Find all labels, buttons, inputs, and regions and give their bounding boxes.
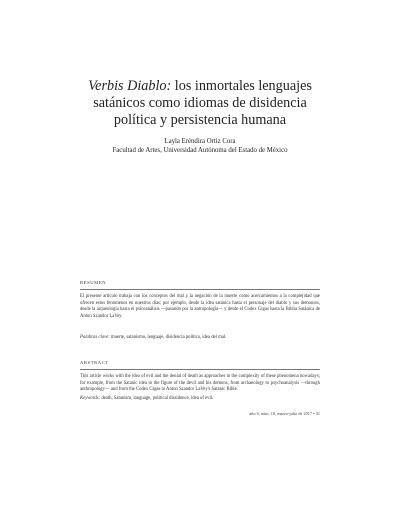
page-footer: año 6, núm. 10, marzo-julio de 2017 • 31	[249, 411, 320, 416]
abstract-keywords-label: Keywords:	[80, 396, 101, 401]
resumen-rule	[80, 289, 320, 290]
resumen-keywords-label: Palabras clave:	[80, 335, 110, 340]
author-affiliation: Facultad de Artes, Universidad Autónoma del Estado de México	[112, 147, 288, 154]
resumen-text: El presente artículo trabaja con los conceptos del mal y la negación de la muerte como acercamientos a la complejidad que ofrecen estos fenómenos en nuestros días; por ejemplo, desde la idea satánica hasta el personaje del diablo y sus demonios, desde la arqueología hasta el psicoanálisis —pasando por la antropología— y desde el Codex Gigas hasta la Biblia Satánica de Anton Szandor LaVey.	[80, 294, 320, 319]
title-line-1-rest: los inmortales lenguajes	[171, 78, 312, 94]
title-italic: Verbis Diablo:	[88, 78, 172, 94]
title-line-2: satánicos como idiomas de disidencia	[93, 95, 307, 111]
author-name: Layla Eréndira Ortiz Cora	[164, 138, 236, 145]
article-title	[60, 78, 340, 129]
resumen-keywords-value: muerte, satanismo, lenguaje, disidencia política, idea del mal.	[109, 335, 227, 340]
title-line-3: política y persistencia humana	[113, 112, 287, 128]
abstract-text: This article works with the idea of evil and the denial of death as approaches to the complexity of these phenomena nowadays; for example, from the Satanic idea to the figure of the devil and his demons, from archaeology to psychoanalysis —through anthropology— and from the Codex Gigas to Anton Szandor LaVey's Satanic Bible.	[80, 374, 320, 393]
title-line-1	[60, 78, 340, 95]
abstract-heading: ABSTRACT	[80, 360, 109, 365]
abstract-keywords-value: death, Satanism, language, political dissidence, idea of evil.	[100, 396, 214, 401]
resumen-heading: RESUMEN	[80, 280, 107, 285]
abstract-rule	[80, 369, 320, 370]
resumen-keywords	[80, 335, 320, 342]
abstract-keywords	[80, 396, 320, 403]
